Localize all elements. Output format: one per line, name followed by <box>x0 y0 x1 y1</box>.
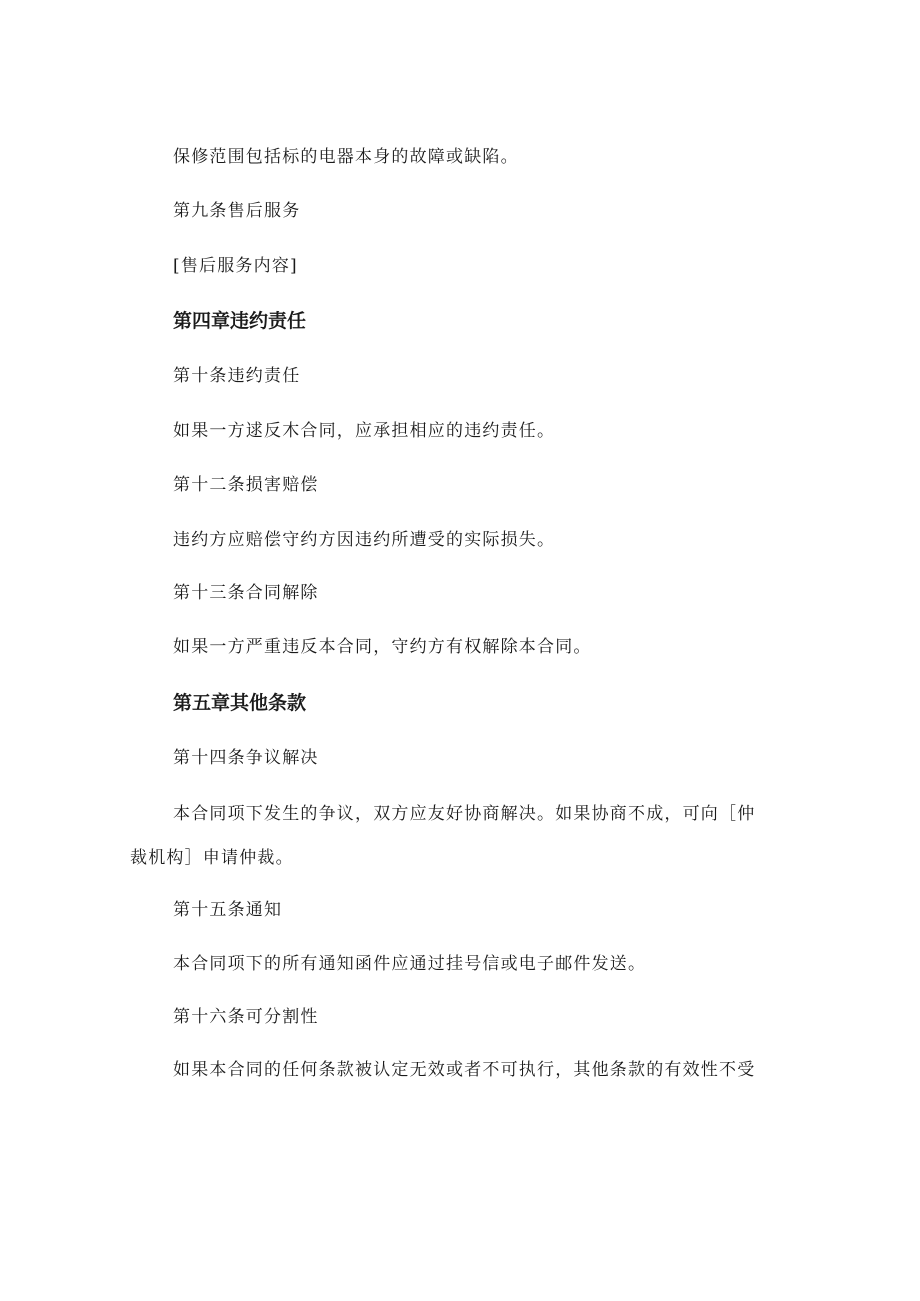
chapter-5-heading: 第五章其他条款 <box>173 692 307 714</box>
paragraph-breach: 如果一方逑反木合同，应承担相应的违约责任。 <box>173 421 556 441</box>
paragraph-damages: 违约方应赔偿守约方因违约所遭受的实际损失。 <box>173 530 556 550</box>
article-10-title: 第十条违约责任 <box>173 366 301 386</box>
paragraph-warranty-scope: 保修范围包括标的电器本身的故障或缺陷。 <box>173 147 519 167</box>
article-15-title: 第十五条通知 <box>173 900 283 920</box>
paragraph-dispute-resolution: 本合同项下发生的争议，双方应友好协商解决。如果协商不成，可向［仲裁机构］申请仲裁。 <box>130 804 756 868</box>
chapter-4-heading: 第四章违约责任 <box>173 310 307 332</box>
paragraph-severability: 如果本合同的任何条款被认定无效或者不可执行，其他条款的有效性不受 <box>173 1060 756 1080</box>
article-12-title: 第十二条损害赔偿 <box>173 475 319 495</box>
paragraph-notice: 本合同项下的所有通知函件应通过挂号信或电子邮件发送。 <box>173 954 647 974</box>
article-9-title: 第九条售后服务 <box>173 201 301 221</box>
article-13-title: 第十三条合同解除 <box>173 583 319 603</box>
article-14-title: 第十四条争议解决 <box>173 748 319 768</box>
paragraph-termination: 如果一方严重违反本合同，守约方有权解除本合同。 <box>173 637 592 657</box>
article-16-title: 第十六条可分割性 <box>173 1007 319 1027</box>
placeholder-after-sales-content: [售后服务内容] <box>173 256 298 276</box>
